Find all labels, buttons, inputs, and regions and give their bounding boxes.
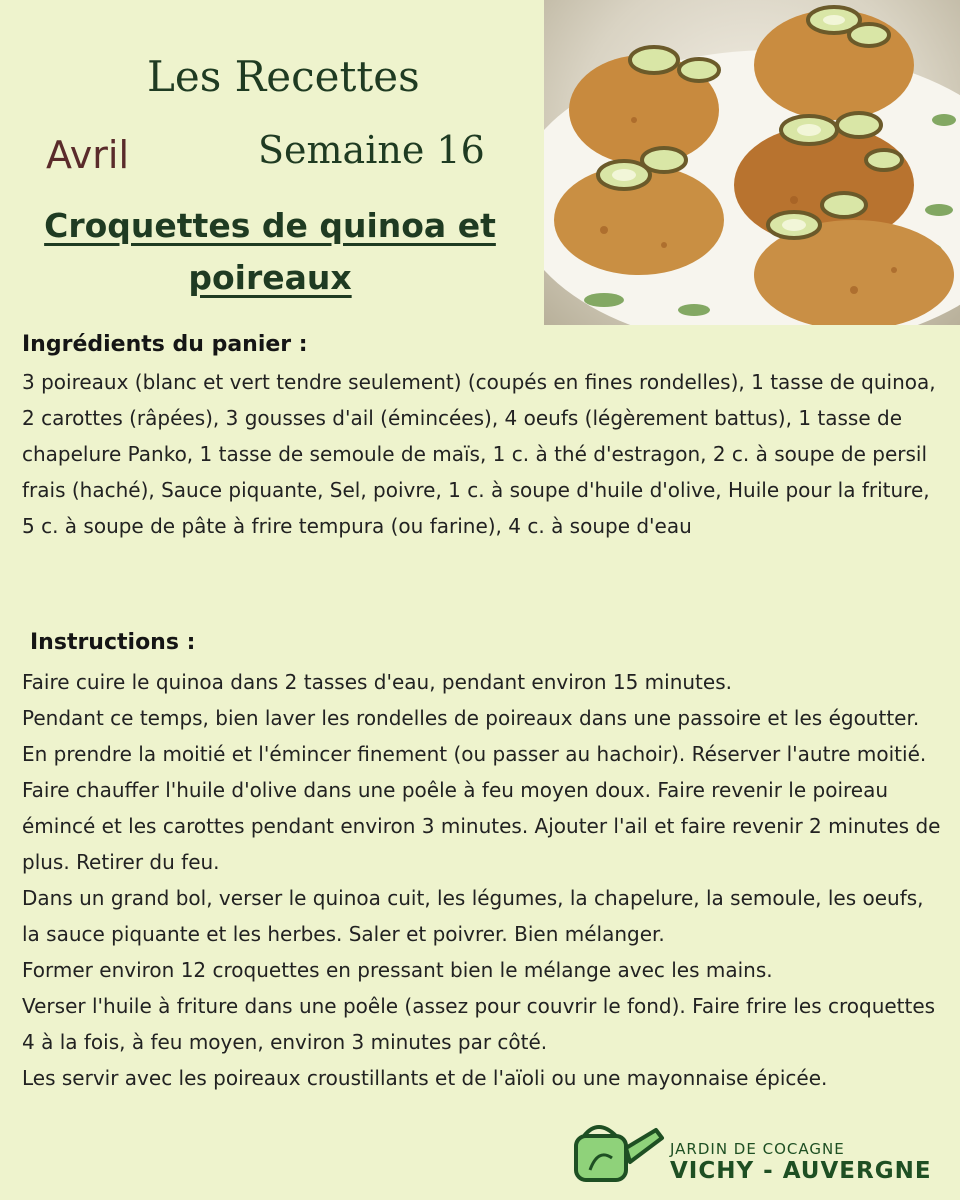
jardin-cocagne-logo <box>568 1118 948 1190</box>
instructions-heading: Instructions : <box>30 630 196 655</box>
recipe-title: Croquettes de quinoa et poireaux <box>44 206 496 297</box>
watering-can-icon <box>568 1118 668 1190</box>
recipe-photo <box>544 0 960 325</box>
ingredients-heading: Ingrédients du panier : <box>22 332 308 357</box>
instruction-step: Faire cuire le quinoa dans 2 tasses d'eau, pendant environ 15 minutes. <box>22 670 732 694</box>
logo-line-1: JARDIN DE COCAGNE <box>670 1140 845 1158</box>
instruction-step: Dans un grand bol, verser le quinoa cuit, les légumes, la chapelure, la semoule, les oeufs, la sauce piquante et les herbes. Saler et poivrer. Bien mélanger. <box>22 886 924 946</box>
croquettes-illustration <box>544 0 960 325</box>
instructions-text <box>22 664 942 1096</box>
ingredients-text: 3 poireaux (blanc et vert tendre seulement) (coupés en fines rondelles), 1 tasse de quinoa, 2 carottes (râpées), 3 gousses d'ail (émincées), 4 oeufs (légèrement battus), 1 tasse de chapelure Panko, 1 tasse de semoule de maïs, 1 c. à thé d'estragon, 2 c. à soupe de persil frais (haché), Sauce piquante, Sel, poivre, 1 c. à soupe d'huile d'olive, Huile pour la friture, 5 c. à soupe de pâte à frire tempura (ou farine), 4 c. à soupe d'eau <box>22 370 936 538</box>
logo-line-2: VICHY - AUVERGNE <box>670 1158 932 1184</box>
instruction-step: Pendant ce temps, bien laver les rondelles de poireaux dans une passoire et les égoutter. En prendre la moitié et l'émincer finement (ou passer au hachoir). Réserver l'autre moitié. <box>22 706 927 766</box>
month-label: Avril <box>46 133 129 177</box>
instruction-step: Verser l'huile à friture dans une poêle (assez pour couvrir le fond). Faire frire les croquettes 4 à la fois, à feu moyen, environ 3 minutes par côté. <box>22 994 936 1054</box>
week-label: Semaine 16 <box>258 128 485 172</box>
instruction-step: Les servir avec les poireaux croustillants et de l'aïoli ou une mayonnaise épicée. <box>22 1066 828 1090</box>
instruction-step: Former environ 12 croquettes en pressant bien le mélange avec les mains. <box>22 958 773 982</box>
page-title: Les Recettes <box>147 52 420 101</box>
instruction-step: Faire chauffer l'huile d'olive dans une poêle à feu moyen doux. Faire revenir le poireau émincé et les carottes pendant environ 3 minutes. Ajouter l'ail et faire revenir 2 minutes de plus. Retirer du feu. <box>22 778 941 874</box>
